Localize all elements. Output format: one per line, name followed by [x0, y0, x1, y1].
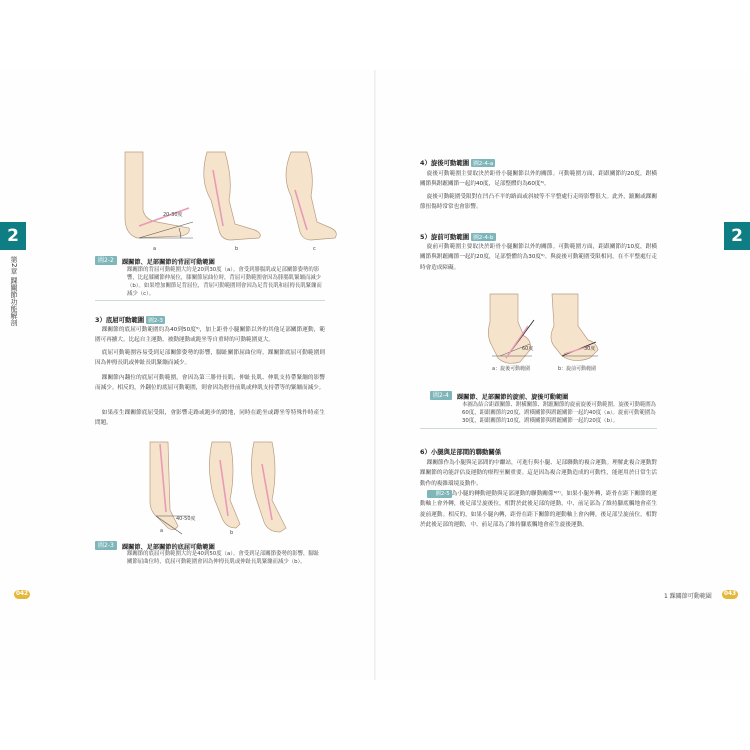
dorsiflexion-illustration: [95, 150, 340, 255]
section-4-heading: 4）旋後可動範圍 圖2-4-a: [420, 159, 494, 167]
figure-2-3-caption: 踝關節的底屈可動範圍大約是40到50度（a）。會受到足部關節姿勢的影響，腳趾關節屈曲位時，底屈可動範圍會因為伸拇長肌或伸趾長肌緊繃而減少（b）。: [127, 551, 320, 565]
section-4-paragraph-1: 旋後可動範圍主要取決於距骨小腿關節以外的關節。可動範圍方面，距跟關節約20度，跗橫關節與跗蹠關節一起約40度，足部整體約為60度⁶⁾。: [420, 171, 657, 188]
panel-caption-b: b：旋前可動範圍: [558, 366, 597, 372]
section-3-heading: 3）底屈可動範圍 圖2-3: [95, 316, 163, 324]
chapter-tab-left: 2: [0, 222, 26, 250]
figure-2-5-ref: 圖2-5: [427, 490, 452, 498]
figure-2-4-caption: 本圖為結合距跟關節、跗橫關節、跗蹠關節的旋前旋後可動範圍。旋後可動範圍為60度，距跟關節約20度，跗橫關節與跗蹠關節一起約40度（a）。旋前可動範圍為30度，距跟關節約10度，跗橫關節與跗蹠關節一起約20度（b）。: [462, 402, 657, 424]
book-gutter: [374, 70, 376, 680]
figure-2-3-title: 踝關節、足部關節的底屈可動範圍: [122, 544, 215, 551]
figure-2-4-label: 圖2-4: [430, 391, 452, 400]
section-5-paragraph-1: 旋前可動範圍主要取決於距骨小腿關節以外的關節。可動範圍方面，距跟關節約10度，跗橫關節與跗蹠關節一起約20度，足部整體約為30度⁶⁾。與旋後可動範圍受限相同，在不平整處行走時會造成障礙。: [420, 244, 657, 271]
figure-panel-a: [488, 294, 534, 363]
panel-label-c: c: [313, 246, 316, 252]
figure-panel-a: [125, 152, 193, 238]
caption-divider: [95, 300, 325, 301]
angle-label-30: 30度: [584, 346, 596, 352]
chapter-tab-right: 2: [724, 222, 750, 250]
panel-label-b: b: [235, 246, 239, 252]
figure-panel-c: [251, 442, 286, 532]
section-6-paragraph-1: 踝關節作為小腿與足部間的中繼站，可進行與小腿、足部聯動的複合運動。理解此複合運動對踝關節的功能評估及運動的療程至關重要。這是因為複合運動造成的可動性，能運用於日常生活動作的複雜環境及動作。: [420, 460, 657, 487]
figure-2-3-label: 圖2-3: [95, 541, 117, 550]
chapter-vertical-title: 第2章 踝關節功能解剖: [10, 256, 18, 326]
figure-2-4-title: 踝關節、足部關節的旋前、旋後可動範圍: [457, 394, 569, 401]
section-4-paragraph-2: 旋後可動範圍受限對在凹凸不平的路面或斜坡等不平整處行走時影響很大。此外，蹠關或踝關節扭傷時常常也會影響。: [420, 194, 657, 211]
panel-label-b: b: [230, 530, 234, 535]
plantarflexion-illustration: [130, 440, 290, 535]
panel-caption-a: a：旋後可動範圍: [492, 366, 531, 372]
panel-label-a: a: [160, 528, 164, 534]
page-number-right: 043: [723, 591, 737, 597]
figure-2-2-title: 踝關節、足部關節的背屈可動範圍: [122, 259, 215, 266]
angle-label-40-50: 40-50度: [176, 516, 196, 522]
section-3-paragraph-4: 如果產生踝關節底屈受限，會影響走路或跑步的蹬地，同時在跪坐或蹲坐等特殊作時產生問題。: [95, 410, 325, 427]
angle-label-60: 60度: [522, 346, 534, 352]
page-number-left: 042: [15, 591, 29, 597]
angle-label-20-30: 20-30度: [163, 212, 183, 218]
running-footer: 1 踝關節可動範圍: [664, 593, 712, 600]
figure-panel-b: [209, 442, 240, 528]
caption-divider: [420, 428, 657, 429]
section-6-paragraph-2: 圖2-5 為小腿的轉動運動與足部運動的聯動關係⁶⁾⁷⁾。如果小腿外轉，距骨在距下關節的運動軸上會外轉，後足部呈旋後位，相對於此後足部的運動，中、前足部為了維持腳底觸地會產生旋前運動。相反的，如果小腿內轉，距骨在距下關節的運動軸上會內轉，後足部呈旋前位，相對於此後足部的運動，中、前足部為了維持腳底觸地會產生旋後運動。: [420, 491, 657, 529]
section-3-paragraph-2: 底屈可動範圍容易受到足部關節姿勢的影響，腳趾關節屈曲位時，踝關節底屈可動範圍則因為伸拇長肌或伸趾長肌緊繃而減少。: [95, 350, 325, 367]
section-6-heading: 6）小腿與足部間的聯動關係: [420, 448, 502, 456]
section-5-heading: 5）旋前可動範圍 圖2-4-b: [420, 233, 494, 241]
panel-label-a: a: [153, 246, 157, 252]
section-3-paragraph-3: 踝關節內翻位的底屈可動範圍，會因為第三腓骨長肌、伸趾長肌、伸肌支持帶緊繃的影響而減少。相反的，外翻位的底屈可動範圍，則會因為脛骨前肌或伸肌支持帶等的緊繃而減少。: [95, 375, 325, 392]
figure-panel-b: [204, 152, 261, 240]
section-3-paragraph-1: 踝關節的底屈可動範圍約為40到50度⁵⁾，加上距骨小腿關節以外的其他足部關節運動，範圍可再擴大。比起自主運動，被動運動或跪坐等自重時的可動範圍更大。: [95, 327, 325, 344]
inversion-eversion-illustration: [478, 292, 603, 374]
figure-2-2-label: 圖2-2: [95, 256, 117, 265]
figure-2-2-caption: 踝關節的背屈可動範圍大約是20到30度（a）。會受到腓腸肌或足部關節姿勢的影響，比起膝關節伸展位，膝關節屈曲位時，背屈可動範圍會因為腓腸肌緊繃而減少（b）。如果增加關節足背屈位，背屈可動範圍則會因為足背長肌和屈拇長肌緊繃而減少（c）。: [127, 267, 322, 297]
figure-panel-c: [286, 152, 336, 240]
